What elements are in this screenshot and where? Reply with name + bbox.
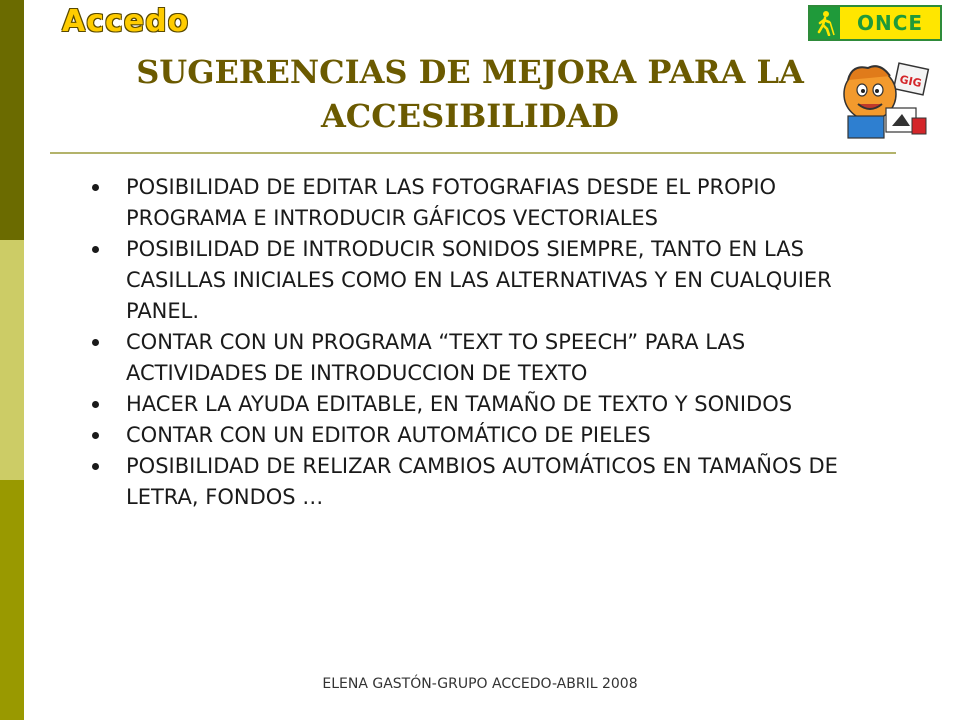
title-line-1: SUGERENCIAS DE MEJORA PARA LA [136,53,804,91]
bullet-icon [92,184,99,191]
title-divider [50,152,896,154]
once-logo [808,5,942,41]
list-item [90,172,890,234]
list-item [90,234,890,327]
bullet-icon [92,246,99,253]
list-item-text: POSIBILIDAD DE INTRODUCIR SONIDOS SIEMPRE, TANTO EN LAS CASILLAS INICIALES COMO EN LAS ALTERNATIVAS Y EN CUALQUIER PANEL. [126,237,832,323]
bullet-icon [92,463,99,470]
page-title [60,50,880,138]
list-item [90,327,890,389]
list-item [90,420,890,451]
suggestions-list [90,172,890,513]
title-line-2: ACCESIBILIDAD [320,97,620,135]
bullet-icon [92,339,99,346]
list-item-text: HACER LA AYUDA EDITABLE, EN TAMAÑO DE TEXTO Y SONIDOS [126,392,793,416]
list-item [90,389,890,420]
mascot-illustration [838,60,934,142]
mascot-sign-text: GIG [898,72,923,91]
bullet-icon [92,401,99,408]
bullet-icon [92,432,99,439]
slide-footer: ELENA GASTÓN-GRUPO ACCEDO-ABRIL 2008 [322,676,638,692]
brand-title: Accedo [62,4,190,39]
side-bar-middle-segment [0,240,24,480]
list-item-text: CONTAR CON UN PROGRAMA “TEXT TO SPEECH” PARA LAS ACTIVIDADES DE INTRODUCCION DE TEXTO [126,330,746,385]
list-item [90,451,890,513]
side-color-bar [0,0,24,720]
list-item-text: POSIBILIDAD DE EDITAR LAS FOTOGRAFIAS DESDE EL PROPIO PROGRAMA E INTRODUCIR GÁFICOS VECTORIALES [126,175,777,230]
list-item-text: CONTAR CON UN EDITOR AUTOMÁTICO DE PIELES [126,423,651,447]
once-logo-text: ONCE [840,7,940,39]
side-bar-top-segment [0,0,24,240]
list-item-text: POSIBILIDAD DE RELIZAR CAMBIOS AUTOMÁTICOS EN TAMAÑOS DE LETRA, FONDOS … [126,454,838,509]
walking-person-icon [810,7,840,39]
